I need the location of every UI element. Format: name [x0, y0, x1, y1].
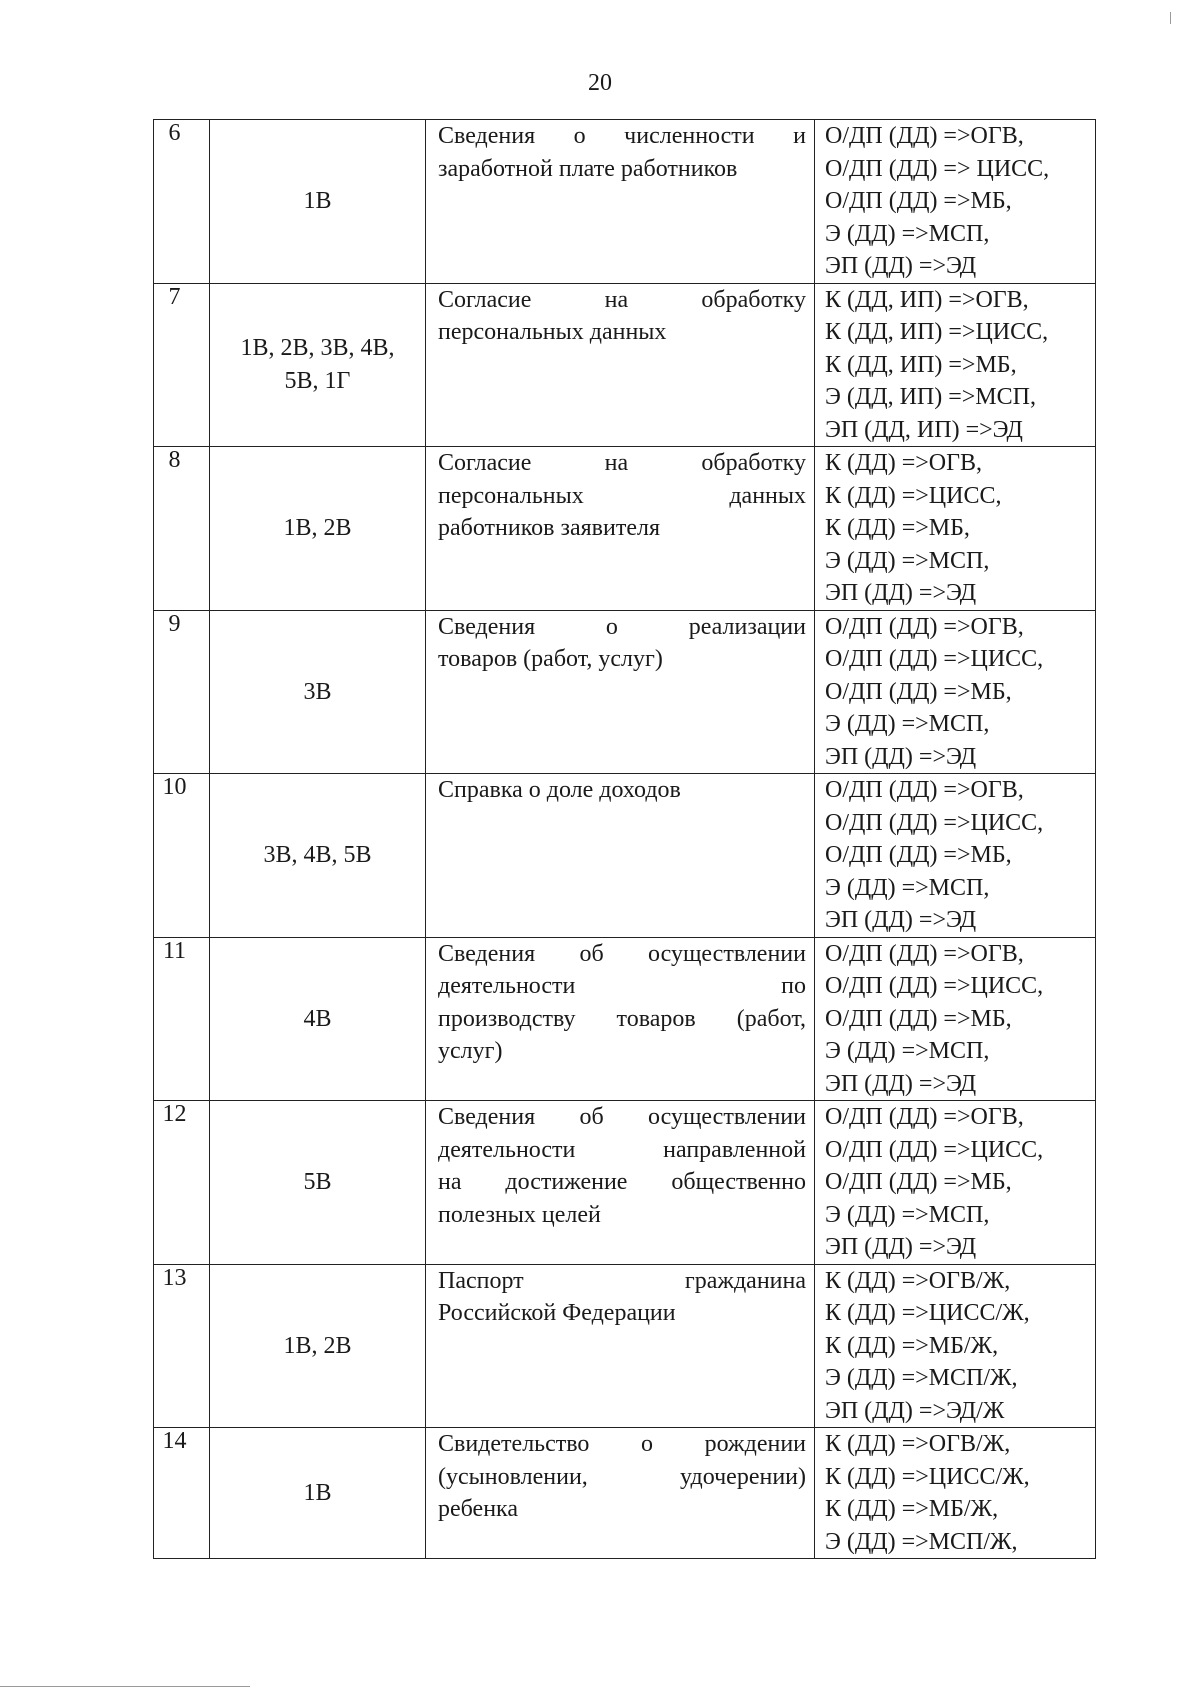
applicability-code-line: 1В [303, 1479, 332, 1506]
applicability-codes-cell [210, 120, 426, 284]
row-number-cell: 14 [154, 1428, 210, 1559]
submission-route-line: О/ДП (ДД) =>МБ, [825, 1005, 1012, 1032]
document-name-line: Свидетельство о рождении [438, 1431, 806, 1457]
submission-route-line: ЭП (ДД) =>ЭД [825, 580, 977, 606]
applicability-codes-cell [210, 283, 426, 447]
submission-route-line: ЭП (ДД) =>ЭД [825, 907, 977, 933]
applicability-code-line: 3В [303, 678, 332, 705]
submission-routes-cell [815, 937, 1096, 1101]
submission-route-line: Э (ДД) =>МСП, [825, 220, 990, 247]
document-name-cell [426, 774, 815, 938]
applicability-code-line: 1В, 2В [283, 515, 352, 541]
submission-route-line: К (ДД) =>ЦИСС, [825, 482, 1002, 509]
submission-route-line: О/ДП (ДД) =>ЦИСС, [825, 1136, 1044, 1163]
scan-edge-mark [1170, 12, 1171, 24]
applicability-code-line: 1В, 2В, 3В, 4В, [240, 335, 395, 362]
applicability-codes-cell [210, 774, 426, 938]
submission-routes-cell [815, 1428, 1096, 1559]
submission-route-line: К (ДД) =>ЦИСС/Ж, [825, 1300, 1030, 1326]
applicability-codes-cell [210, 1264, 426, 1428]
document-name-line: на достижение общественно [438, 1169, 806, 1195]
submission-route-line: Э (ДД) =>МСП/Ж, [825, 1528, 1018, 1555]
document-name-line: Сведения об осуществлении [438, 940, 806, 967]
document-name-line: Паспорт гражданина [438, 1267, 806, 1294]
applicability-codes-cell [210, 447, 426, 611]
submission-routes-cell [815, 1101, 1096, 1265]
submission-route-line: К (ДД) =>ЦИСС/Ж, [825, 1463, 1030, 1490]
document-name-line: Согласие на обработку [438, 450, 806, 476]
submission-routes-cell [815, 1264, 1096, 1428]
submission-routes-cell [815, 120, 1096, 284]
applicability-codes-cell [210, 1101, 426, 1265]
table-row [154, 447, 1096, 611]
row-number-cell: 10 [154, 774, 210, 938]
row-number-cell: 6 [154, 120, 210, 284]
document-name-line: (усыновлении, удочерении) [438, 1463, 806, 1490]
document-name-line: деятельности по [438, 973, 806, 999]
document-name-line: производству товаров (работ, [438, 1005, 806, 1032]
submission-route-line: О/ДП (ДД) =>ОГВ, [825, 1104, 1024, 1130]
table-row [154, 937, 1096, 1101]
submission-route-line: К (ДД) =>ОГВ, [825, 450, 983, 476]
document-name-line: Сведения об осуществлении [438, 1104, 806, 1130]
document-name-cell [426, 1428, 815, 1559]
table-row [154, 120, 1096, 284]
submission-route-line: ЭП (ДД) =>ЭД/Ж [825, 1397, 1005, 1424]
table-row [154, 1101, 1096, 1265]
document-name-line: персональных данных [438, 319, 667, 345]
document-name-line: персональных данных [438, 482, 806, 509]
document-name-line: работников заявителя [438, 515, 660, 541]
table-row [154, 283, 1096, 447]
page-number: 20 [588, 70, 612, 96]
row-number-cell: 11 [154, 937, 210, 1101]
submission-route-line: ЭП (ДД) =>ЭД [825, 1070, 977, 1097]
row-number-cell: 12 [154, 1101, 210, 1265]
table-row [154, 774, 1096, 938]
document-name-cell [426, 1264, 815, 1428]
submission-route-line: О/ДП (ДД) =>ОГВ, [825, 123, 1024, 149]
document-name-cell [426, 283, 815, 447]
document-name-line: Сведения о численности и [438, 123, 806, 149]
scan-edge-mark [0, 1686, 250, 1687]
submission-route-line: К (ДД) =>ОГВ/Ж, [825, 1431, 1011, 1457]
submission-route-line: О/ДП (ДД) =>ОГВ, [825, 613, 1024, 640]
document-name-line: товаров (работ, услуг) [438, 646, 663, 672]
applicability-code-line: 5В, 1Г [284, 367, 351, 394]
submission-route-line: Э (ДД) =>МСП, [825, 1038, 990, 1064]
submission-route-line: О/ДП (ДД) =>МБ, [825, 678, 1012, 705]
applicability-codes-cell [210, 937, 426, 1101]
document-name-cell [426, 610, 815, 774]
submission-route-line: ЭП (ДД) =>ЭД [825, 743, 977, 770]
submission-route-line: К (ДД, ИП) =>ЦИСС, [825, 319, 1049, 345]
submission-route-line: К (ДД) =>МБ, [825, 515, 970, 541]
submission-route-line: О/ДП (ДД) =>МБ, [825, 188, 1012, 214]
submission-route-line: О/ДП (ДД) =>ЦИСС, [825, 973, 1044, 999]
submission-route-line: К (ДД, ИП) =>МБ, [825, 351, 1017, 378]
submission-route-line: К (ДД, ИП) =>ОГВ, [825, 286, 1029, 313]
applicability-codes-cell [210, 1428, 426, 1559]
document-name-line: полезных целей [438, 1201, 601, 1228]
submission-route-line: К (ДД) =>МБ/Ж, [825, 1332, 999, 1359]
document-name-line: заработной плате работников [438, 155, 738, 182]
table-row [154, 1264, 1096, 1428]
document-name-cell [426, 120, 815, 284]
submission-route-line: К (ДД) =>ОГВ/Ж, [825, 1267, 1011, 1294]
submission-route-line: О/ДП (ДД) =>МБ, [825, 842, 1012, 868]
document-name-line: Российской Федерации [438, 1300, 676, 1326]
submission-routes-cell [815, 610, 1096, 774]
submission-route-line: Э (ДД) =>МСП, [825, 1201, 990, 1228]
document-name-line: Сведения о реализации [438, 613, 806, 640]
submission-route-line: Э (ДД) =>МСП, [825, 874, 990, 901]
documents-table-body [154, 120, 1096, 1559]
submission-route-line: Э (ДД) =>МСП/Ж, [825, 1365, 1018, 1391]
submission-route-line: ЭП (ДД) =>ЭД [825, 1234, 977, 1260]
applicability-code-line: 1В [303, 188, 332, 214]
applicability-code-line: 5В [303, 1169, 332, 1195]
submission-route-line: О/ДП (ДД) => ЦИСС, [825, 155, 1050, 182]
document-name-cell [426, 1101, 815, 1265]
submission-route-line: ЭП (ДД, ИП) =>ЭД [825, 416, 1023, 443]
submission-routes-cell [815, 774, 1096, 938]
submission-route-line: Э (ДД, ИП) =>МСП, [825, 384, 1036, 410]
applicability-code-line: 1В, 2В [283, 1332, 352, 1359]
table-row [154, 610, 1096, 774]
submission-route-line: О/ДП (ДД) =>МБ, [825, 1169, 1012, 1195]
document-name-line: Справка о доле доходов [438, 777, 681, 803]
submission-route-line: О/ДП (ДД) =>ЦИСС, [825, 809, 1044, 836]
row-number-cell: 8 [154, 447, 210, 611]
submission-routes-cell [815, 283, 1096, 447]
submission-route-line: Э (ДД) =>МСП, [825, 547, 990, 574]
applicability-codes-cell [210, 610, 426, 774]
applicability-code-line: 3В, 4В, 5В [263, 842, 372, 868]
document-name-line: услуг) [438, 1038, 503, 1064]
submission-route-line: Э (ДД) =>МСП, [825, 711, 990, 737]
document-name-line: ребенка [438, 1496, 518, 1522]
documents-table [153, 119, 1096, 1559]
table-row [154, 1428, 1096, 1559]
submission-route-line: О/ДП (ДД) =>ЦИСС, [825, 646, 1044, 672]
submission-routes-cell [815, 447, 1096, 611]
document-name-cell [426, 937, 815, 1101]
row-number-cell: 7 [154, 283, 210, 447]
submission-route-line: О/ДП (ДД) =>ОГВ, [825, 940, 1024, 967]
document-name-cell [426, 447, 815, 611]
submission-route-line: К (ДД) =>МБ/Ж, [825, 1496, 999, 1522]
document-name-line: деятельности направленной [438, 1136, 806, 1163]
submission-route-line: ЭП (ДД) =>ЭД [825, 253, 977, 279]
document-name-line: Согласие на обработку [438, 286, 806, 313]
applicability-code-line: 4В [303, 1005, 332, 1032]
submission-route-line: О/ДП (ДД) =>ОГВ, [825, 777, 1024, 803]
row-number-cell: 13 [154, 1264, 210, 1428]
row-number-cell: 9 [154, 610, 210, 774]
